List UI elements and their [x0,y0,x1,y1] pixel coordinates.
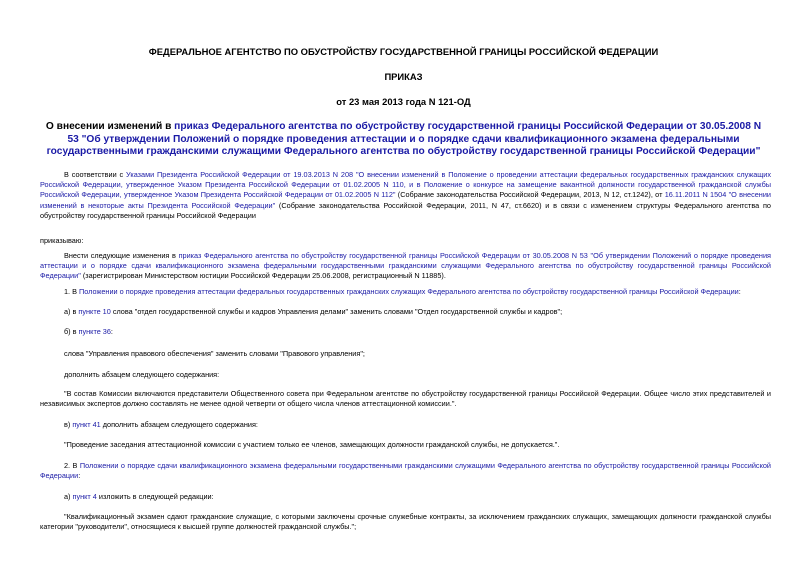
paragraph-item-1c [40,420,771,430]
paragraph-meeting-quote: "Проведение заседания аттестационной комиссии с участием только ее членов, замещающих должности гражданской службы, не допускается.". [64,440,560,449]
text: 2. В [64,461,80,470]
document-title [40,121,767,159]
document-date-number: от 23 мая 2013 года N 121-ОД [336,96,471,107]
link-point-36[interactable]: пункте 36 [78,327,111,336]
paragraph-exam-quote: "Квалификационный экзамен сдают гражданские служащие, с которыми заключены срочные служебные контракты, за исключением гражданских служащих, замещающих должности гражданской службы категории "руководители", относящиеся к высшей группе должностей гражданской службы."; [40,512,771,532]
text: : [78,471,81,481]
text: (Собрание законодательства Российской Федерации, 2011, N 47, ст.6620) и в связи с изменением структуры Федерального агентства по обустройству государственной границы Российской Федерации [40,200,771,220]
link-point-41[interactable]: пункт 41 [72,420,101,429]
paragraph-item-1b [40,327,771,337]
link-decree-1504[interactable]: 16.11.2011 N 1504 "О внесении изменений в некоторые акты Президента Российской Федерации" [40,190,771,210]
paragraph-words-replace: слова "Управления правового обеспечения" заменить словами "Правового управления"; [64,349,365,358]
paragraph-item-2a [40,492,771,502]
agency-name: ФЕДЕРАЛЬНОЕ АГЕНТСТВО ПО ОБУСТРОЙСТВУ ГОСУДАРСТВЕННОЙ ГРАНИЦЫ РОССИЙСКОЙ ФЕДЕРАЦИИ [148,46,659,57]
title-prefix: О внесении изменений в [45,121,175,132]
paragraph-commission-quote: "В состав Комиссии включаются представители Общественного совета при Федеральном агентстве по обустройству государственной границы Российской Федерации. Общее число этих представителей и независимых экспертов должно составлять не менее одной четверти от общего числа членов аттестационной комиссии.". [40,389,771,409]
title-link[interactable]: приказ Федерального агентства по обустройству государственной границы Российской Федерации от 30.05.2008 N 53 "Об утверждении Положений о порядке проведения аттестации и о порядке сдачи квалификационного экзамена федеральными государственными гражданскими служащими Федерального агентства по обустройству государственной границы Российской Федерации" [46,121,762,157]
text: 1. В [64,287,80,296]
link-point-10[interactable]: пункте 10 [78,307,111,316]
text: Внести следующие изменения в [64,251,179,260]
paragraph-order-word: приказываю: [40,236,84,245]
text: : [738,287,741,296]
link-exam-regulation[interactable]: Положении о порядке сдачи квалификационного экзамена федеральными государственными гражданскими служащими Федерального агентства по обустройству государственной границы Российской Федерации [40,461,771,481]
text: (зарегистрирован Министерством юстиции Российской Федерации 25.06.2008, регистрационный N 11885). [80,271,446,281]
text: : [110,327,113,336]
paragraph-preamble [40,170,771,221]
document-type: ПРИКАЗ [384,71,423,82]
text: изложить в следующей редакции: [96,492,214,501]
paragraph-changes [40,251,771,282]
link-decree-208[interactable]: Указами Президента Российской Федерации от 19.03.2013 N 208 "О внесении изменений в Положение о проведении аттестации федеральных государственных гражданских служащих Российской Федерации, утвержденное Указом Президента Российской Федерации от 01.02.2005 N 110, и в Положение о конкурсе на замещение вакантной должности государственной гражданской службы Российской Федерации, утвержденное Указом Президента Российской Федерации от 01.02.2005 N 112" [40,170,771,200]
text: а) [64,492,73,501]
link-attestation-regulation[interactable]: Положении о порядке проведения аттестации федеральных государственных гражданских служащих Федерального агентства по обустройству государственной границы Российской Федерации [79,287,739,296]
paragraph-item-1 [40,287,771,297]
text: дополнить абзацем следующего содержания: [100,420,258,429]
link-point-4[interactable]: пункт 4 [72,492,97,501]
text: в) [64,420,73,429]
paragraph-add-para: дополнить абзацем следующего содержания: [64,370,220,379]
paragraph-item-2 [40,461,771,481]
text: слова "отдел государственной службы и кадров Управления делами" заменить словами "Отдел государственной службы и кадров"; [110,307,563,316]
link-order-53[interactable]: приказ Федерального агентства по обустройству государственной границы Российской Федерации от 30.05.2008 N 53 "Об утверждении Положений о порядке проведения аттестации и о порядке сдачи квалификационного экзамена федеральными государственными гражданскими служащими Федерального агентства по обустройству государственной границы Российской Федерации" [40,251,771,281]
text: (Собрание законодательства Российской Федерации, 2013, N 12, ст.1242), от [395,190,665,200]
text: а) в [64,307,79,316]
text: В соответствии с [64,170,127,179]
paragraph-item-1a [40,307,771,317]
text: б) в [64,327,79,336]
